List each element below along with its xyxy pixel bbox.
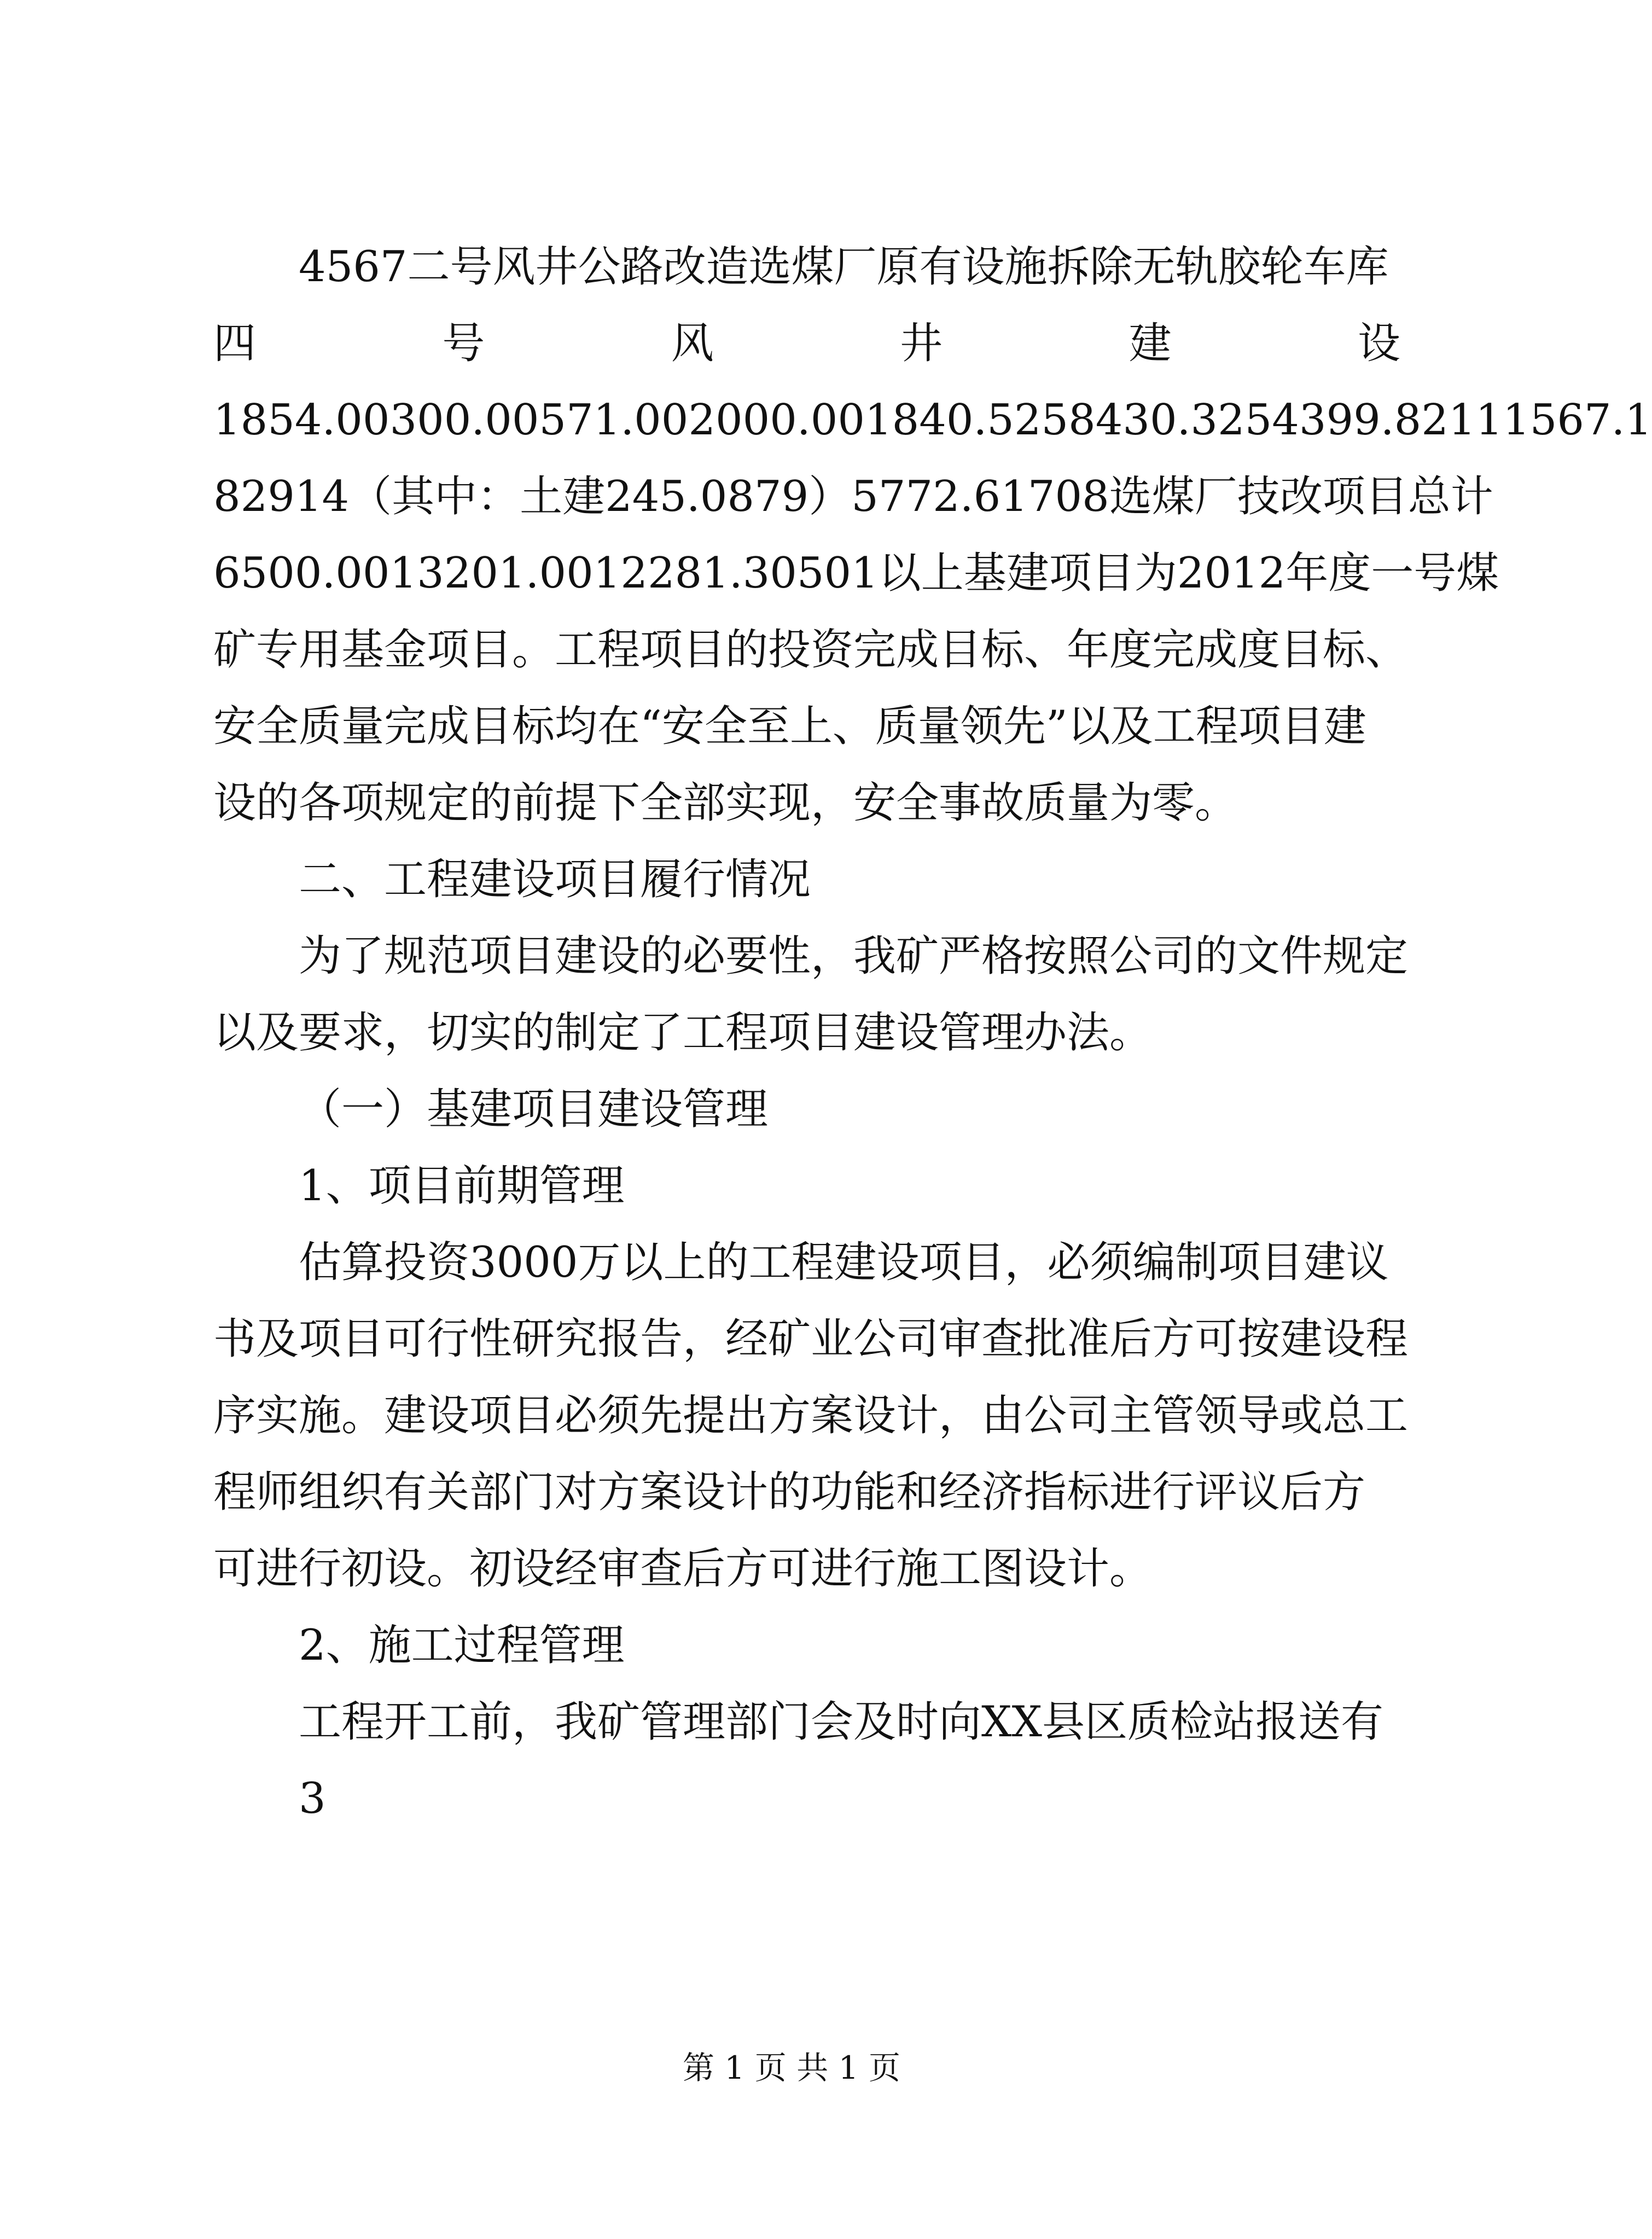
spread-word: 建 <box>1129 319 1172 368</box>
item-heading: 1、项目前期管理 <box>299 1161 625 1211</box>
subsection-heading: （一）基建项目建设管理 <box>299 1085 769 1134</box>
page-footer: 第 1 页 共 1 页 <box>683 2049 900 2086</box>
text-line: 4567二号风井公路改造选煤厂原有设施拆除无轨胶轮车库 <box>299 242 1389 292</box>
text-line: 工程开工前，我矿管理部门会及时向XX县区质检站报送有 <box>299 1697 1384 1747</box>
spread-word: 井 <box>900 319 943 368</box>
text-line: 可进行初设。初设经审查后方可进行施工图设计。 <box>213 1544 1153 1594</box>
page-number-inline: 3 <box>299 1774 326 1823</box>
text-line: 程师组织有关部门对方案设计的功能和经济指标进行评议后方 <box>213 1468 1366 1517</box>
text-line: 矿专用基金项目。工程项目的投资完成目标、年度完成度目标、 <box>213 625 1409 674</box>
text-line: 为了规范项目建设的必要性，我矿严格按照公司的文件规定 <box>299 932 1409 981</box>
text-line: 82914（其中：土建245.0879）5772.61708选煤厂技改项目总计 <box>213 472 1493 521</box>
text-line: 以及要求，切实的制定了工程项目建设管理办法。 <box>213 1008 1153 1057</box>
item-heading: 2、施工过程管理 <box>299 1621 625 1670</box>
section-heading: 二、工程建设项目履行情况 <box>299 855 811 904</box>
text-line-spread <box>213 305 1400 382</box>
text-line: 序实施。建设项目必须先提出方案设计，由公司主管领导或总工 <box>213 1391 1409 1440</box>
spread-word: 设 <box>1357 319 1400 368</box>
text-line: 估算投资3000万以上的工程建设项目，必须编制项目建议 <box>299 1238 1389 1287</box>
text-line: 书及项目可行性研究报告，经矿业公司审查批准后方可按建设程 <box>213 1315 1409 1364</box>
spread-word: 风 <box>671 319 714 368</box>
text-line: 1854.00300.00571.002000.001840.5258430.3254399.82111567.1 <box>213 396 1652 445</box>
text-line: 6500.0013201.0012281.30501以上基建项目为2012年度一号煤 <box>213 549 1499 598</box>
spread-word: 号 <box>442 319 485 368</box>
text-line: 安全质量完成目标均在“安全至上、质量领先”以及工程项目建 <box>213 702 1366 751</box>
text-line: 设的各项规定的前提下全部实现，安全事故质量为零。 <box>213 778 1238 828</box>
spread-word: 四 <box>213 319 257 368</box>
